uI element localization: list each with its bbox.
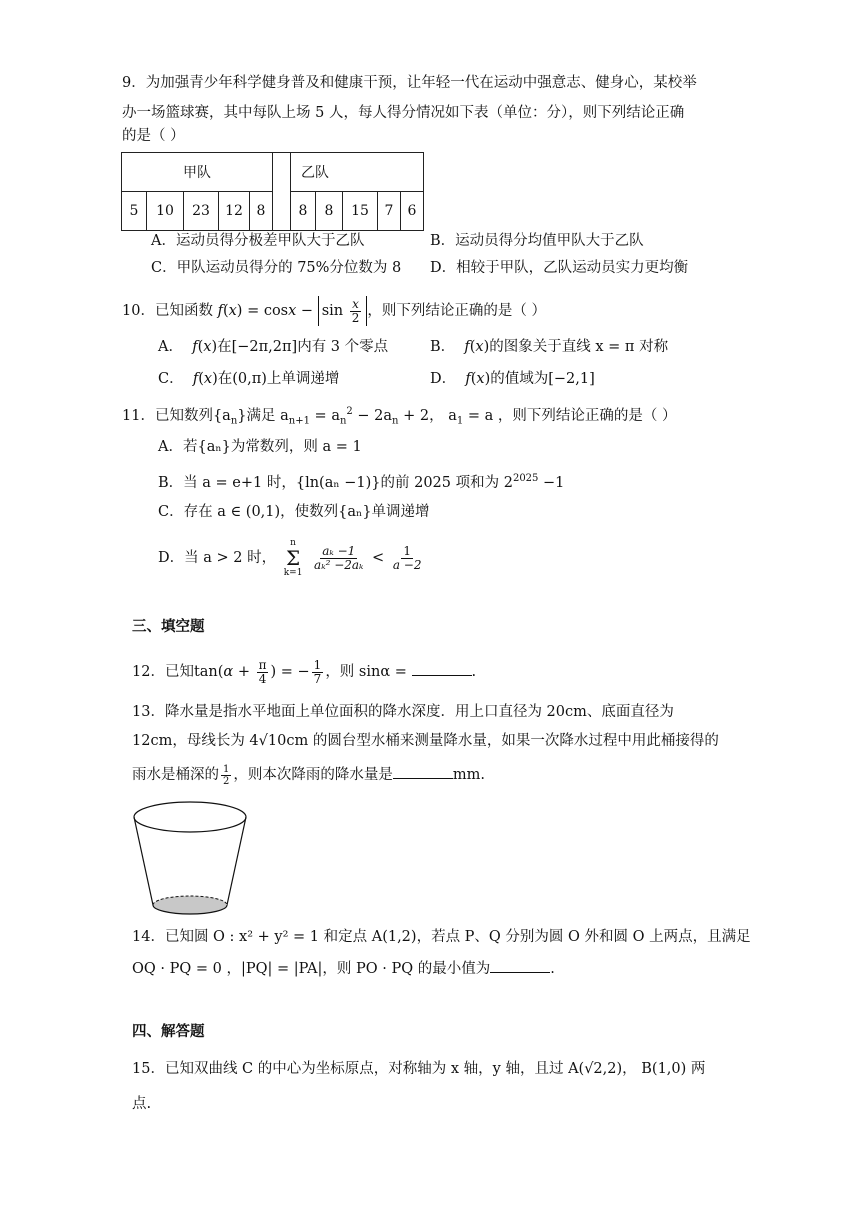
q14-line-2: OQ · PQ = 0 ，|PQ| = |PA|，则 PO · PQ 的最小值为 . xyxy=(132,958,555,979)
bucket-figure xyxy=(125,795,255,920)
q13-answer-blank xyxy=(393,764,453,779)
q9-option-c: C．甲队运动员得分的 75%分位数为 8 xyxy=(151,260,402,276)
score-b-5: 6 xyxy=(401,192,424,231)
q9-option-a: A．运动员得分极差甲队大于乙队 xyxy=(151,233,365,249)
q13-line-2: 12cm，母线长为 4√10cm 的圆台型水桶来测量降水量，如果一次降水过程中用此桶接得的 xyxy=(132,733,719,749)
q10-option-c: C． f(x)在(0,π)上单调递增 xyxy=(158,371,340,387)
q11-option-d: D．当 a > 2 时， n Σ k=1 $\frac{\text{aₖ −1}}{\text{aₖ² −2aₖ}}$ < $\frac{1}{a -2}$ xyxy=(158,538,422,578)
section-fill-in-heading: 三、填空题 xyxy=(132,619,205,635)
q9-line-2: 办一场篮球赛，其中每队上场 5 人，每人得分情况如下表（单位：分），则下列结论正确 xyxy=(122,105,685,121)
team-a-header: 甲队 xyxy=(122,153,273,192)
bucket-top-rim xyxy=(134,802,246,832)
q9-option-b: B．运动员得分均值甲队大于乙队 xyxy=(430,233,644,249)
score-table xyxy=(121,152,424,231)
q13-line-1: 13．降水量是指水平地面上单位面积的降水深度．用上口直径为 20cm、底面直径为 xyxy=(132,704,674,720)
bucket-left-side xyxy=(134,817,153,905)
q14-answer-blank xyxy=(490,958,550,973)
q11-option-b: B．当 a = e+1 时，{ln(aₙ −1)}的前 2025 项和为 $2^{2025} -1$ xyxy=(158,473,565,491)
q15-line-1: 15．已知双曲线 C 的中心为坐标原点，对称轴为 x 轴，y 轴，且过 A(√2,2)， B(1,0) 两 xyxy=(132,1061,706,1077)
q13-line-3: 雨水是桶深的 $\frac{1}{2}$ ，则本次降雨的降水量是 mm. xyxy=(132,763,485,787)
bucket-right-side xyxy=(227,817,246,905)
q9-line-3: 的是（ ） xyxy=(122,128,185,144)
table-divider xyxy=(273,153,291,231)
score-a-4: 12 xyxy=(219,192,250,231)
q9-option-d: D．相较于甲队，乙队运动员实力更均衡 xyxy=(430,260,689,276)
score-b-4: 7 xyxy=(378,192,401,231)
score-b-1: 8 xyxy=(291,192,316,231)
score-b-2: 8 xyxy=(316,192,343,231)
score-a-5: 8 xyxy=(250,192,273,231)
q11-option-c: C．存在 a ∈ (0,1)，使数列{aₙ}单调递增 xyxy=(158,504,430,520)
score-a-2: 10 xyxy=(147,192,184,231)
score-a-3: 23 xyxy=(184,192,219,231)
q10-option-a: A． f(x)在[−2π,2π]内有 3 个零点 xyxy=(158,339,389,355)
score-b-3: 15 xyxy=(343,192,378,231)
team-b-header: 乙队 xyxy=(291,153,424,192)
q11-stem: 11．已知数列$\{a_n\}$满足 $a_{n+1} = a_n^2 - 2a_n + 2$， $a_1 = a$ ，则下列结论正确的是（ ） xyxy=(122,406,677,427)
q12-answer-blank xyxy=(412,661,472,676)
q11-option-a: A．若{aₙ}为常数列，则 a = 1 xyxy=(158,439,362,455)
sigma-sum: n Σ k=1 xyxy=(283,538,303,578)
q15-line-2: 点. xyxy=(132,1096,152,1112)
q10-option-d: D． f(x)的值域为[−2,1] xyxy=(430,371,595,387)
score-a-1: 5 xyxy=(122,192,147,231)
q10-option-b: B． f(x)的图象关于直线 x = π 对称 xyxy=(430,339,669,355)
q9-line-1: 9．为加强青少年科学健身普及和健康干预，让年轻一代在运动中强意志、健身心，某校举 xyxy=(122,75,697,91)
q10-stem: 10．已知函数 f(x) = cosx − sin $\frac{x}{2}$ ，则下列结论正确的是（ ） xyxy=(122,296,546,325)
section-solve-heading: 四、解答题 xyxy=(132,1024,205,1040)
q12-line: 12．已知tan(α + $\frac{\pi}{4}$ ) = − $\frac{1}{7}$ ，则 sinα = . xyxy=(132,657,477,686)
q14-line-1: 14．已知圆 O : x² + y² = 1 和定点 A(1,2)，若点 P、Q 分别为圆 O 外和圆 O 上两点，且满足 xyxy=(132,929,751,945)
